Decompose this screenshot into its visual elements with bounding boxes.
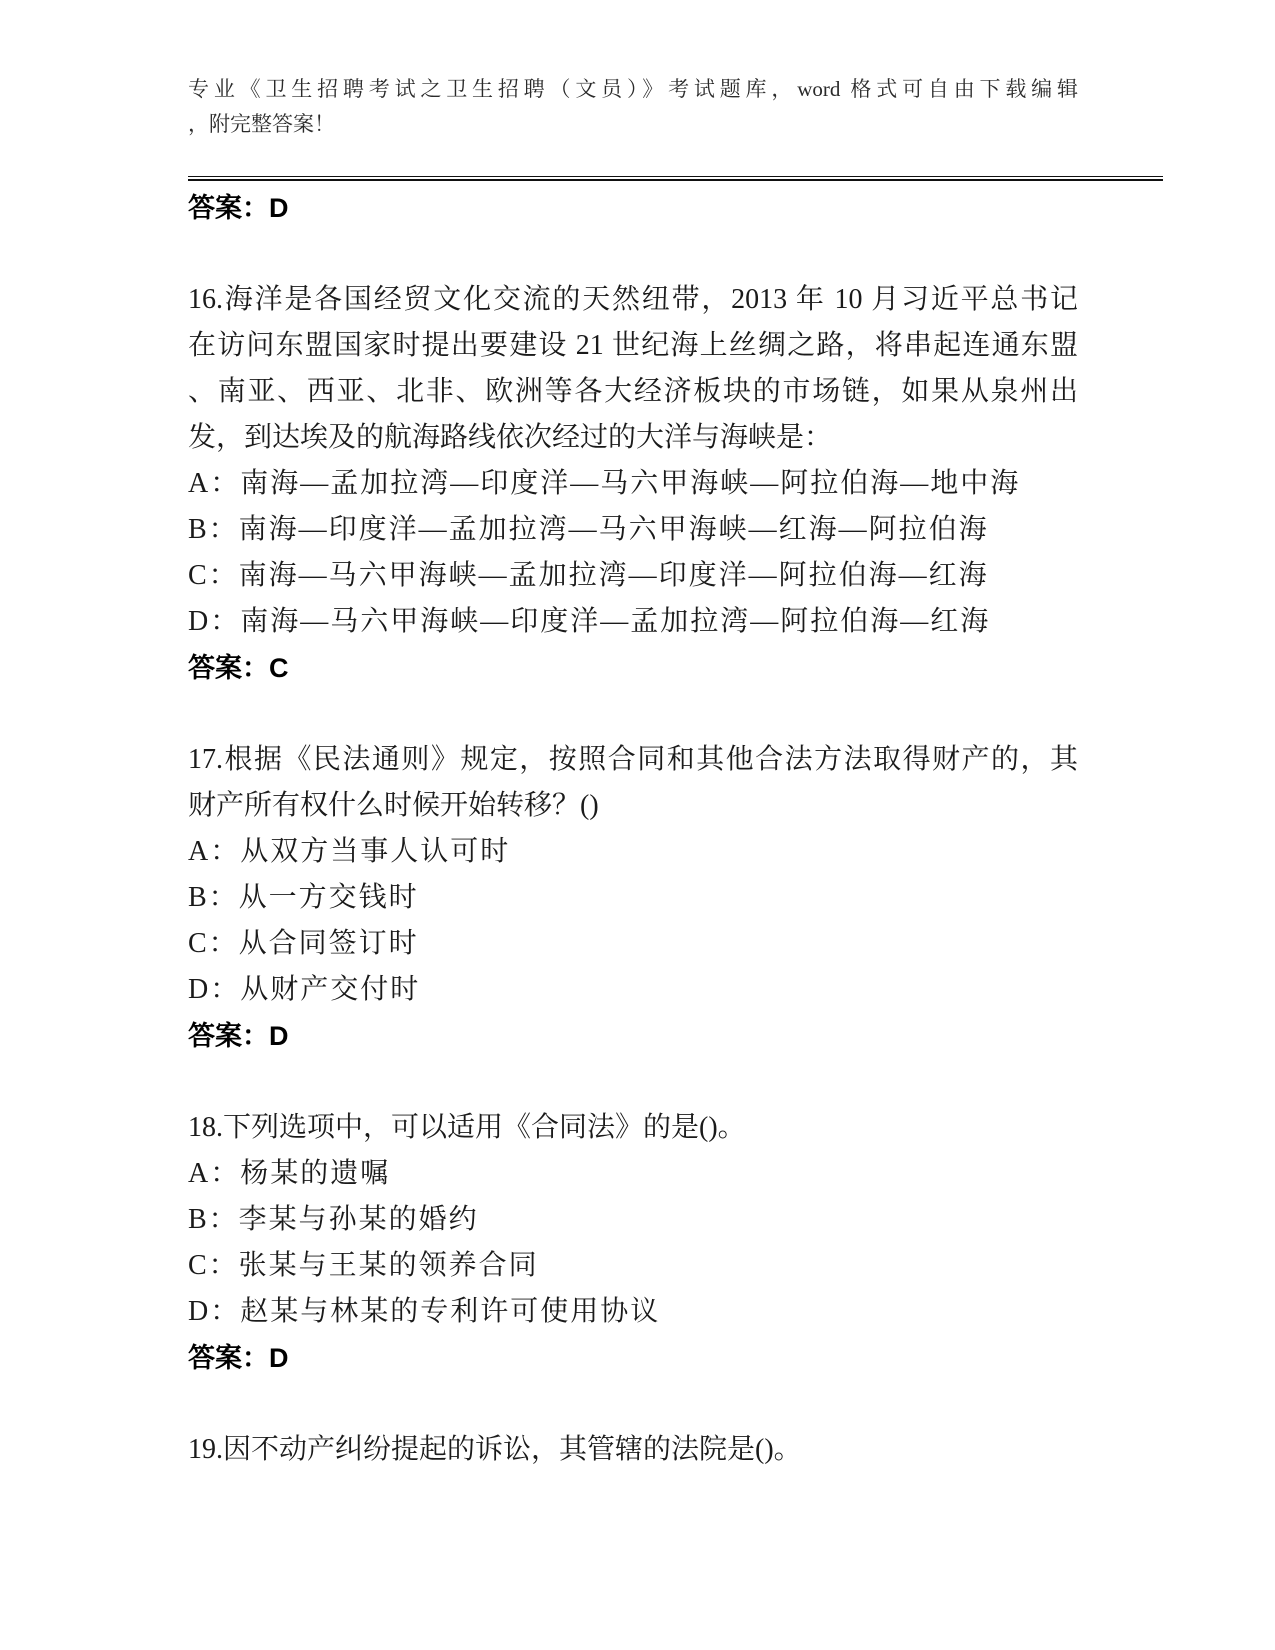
answer-line: 答案：D: [188, 1343, 289, 1373]
answer-line: 答案：C: [188, 653, 289, 683]
answer-line: 答案：D: [188, 193, 289, 223]
document-header: [188, 72, 1078, 142]
option-line: B：李某与孙某的婚约: [188, 1204, 479, 1235]
question-block: [188, 737, 1078, 1059]
option-line: A：南海—孟加拉湾—印度洋—马六甲海峡—阿拉伯海—地中海: [188, 468, 1021, 499]
question-block: [188, 1105, 1078, 1381]
document-content: [188, 0, 1078, 1473]
question-block: [188, 1427, 1078, 1473]
option-line: A：杨某的遗嘱: [188, 1158, 391, 1189]
option-line: A：从双方当事人认可时: [188, 836, 511, 867]
question-line: 在访问东盟国家时提出要建设 21 世纪海上丝绸之路，将串起连通东盟: [188, 330, 1078, 361]
question-line: 、南亚、西亚、北非、欧洲等各大经济板块的市场链，如果从泉州出: [188, 376, 1078, 407]
question-line: 财产所有权什么时候开始转移？(): [188, 790, 599, 821]
questions-section: [188, 277, 1078, 1473]
header-line-1: 专业《卫生招聘考试之卫生招聘（文员）》考试题库，word 格式可自由下载编辑: [188, 77, 1078, 101]
question-line: 17.根据《民法通则》规定，按照合同和其他合法方法取得财产的，其: [188, 744, 1078, 775]
option-line: C：从合同签订时: [188, 928, 419, 959]
option-line: D：赵某与林某的专利许可使用协议: [188, 1296, 661, 1327]
option-line: B：从一方交钱时: [188, 882, 419, 913]
question-block: [188, 277, 1078, 691]
option-line: D：从财产交付时: [188, 974, 421, 1005]
option-line: D：南海—马六甲海峡—印度洋—孟加拉湾—阿拉伯海—红海: [188, 606, 991, 637]
header-divider: [188, 176, 1163, 181]
option-line: C：南海—马六甲海峡—孟加拉湾—印度洋—阿拉伯海—红海: [188, 560, 989, 591]
header-line-2: ，附完整答案！: [188, 112, 335, 136]
option-line: C：张某与王某的领养合同: [188, 1250, 539, 1281]
question-line: 19.因不动产纠纷提起的诉讼，其管辖的法院是()。: [188, 1434, 802, 1465]
answer-line: 答案：D: [188, 1021, 289, 1051]
question-line: 18.下列选项中，可以适用《合同法》的是()。: [188, 1112, 746, 1143]
option-line: B：南海—印度洋—孟加拉湾—马六甲海峡—红海—阿拉伯海: [188, 514, 989, 545]
question-line: 发，到达埃及的航海路线依次经过的大洋与海峡是：: [188, 422, 833, 453]
question-line: 16.海洋是各国经贸文化交流的天然纽带，2013 年 10 月习近平总书记: [188, 284, 1078, 315]
